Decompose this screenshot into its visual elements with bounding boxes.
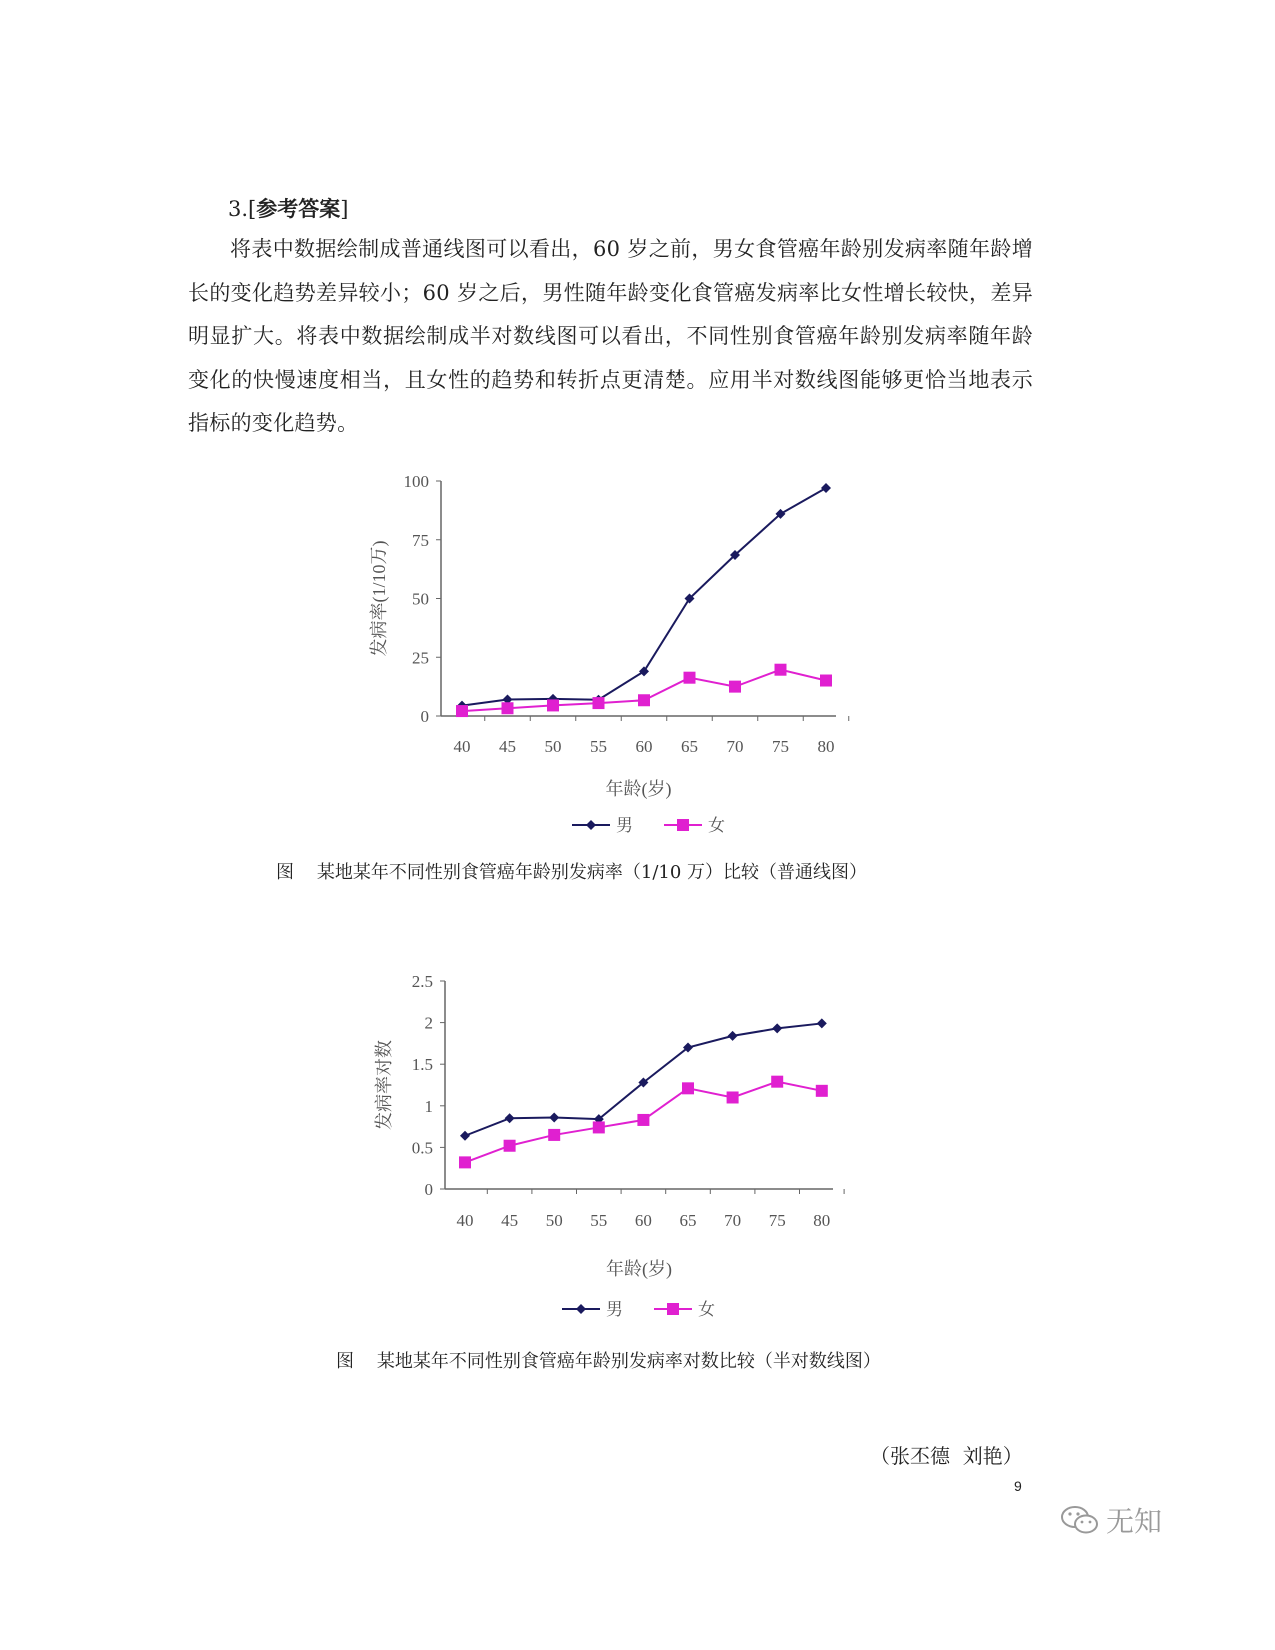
x-tick-label: 80	[817, 737, 835, 756]
data-point	[729, 681, 741, 693]
x-axis-label: 年龄(岁)	[606, 1259, 672, 1279]
x-axis-label: 年龄(岁)	[605, 779, 672, 799]
x-tick-label: 40	[453, 737, 471, 756]
data-point	[821, 483, 831, 493]
y-tick-label: 75	[412, 530, 429, 550]
x-tick-label: 65	[681, 737, 698, 756]
data-point	[459, 1156, 471, 1168]
x-tick-label: 80	[813, 1211, 831, 1230]
data-point	[682, 1082, 694, 1094]
y-tick-label: 2	[424, 1013, 433, 1033]
y-tick-label: 1.5	[411, 1055, 433, 1075]
x-tick-label: 50	[545, 1211, 563, 1230]
legend-marker	[667, 1303, 679, 1315]
x-tick-label: 60	[634, 1211, 652, 1230]
x-tick-label: 70	[726, 737, 744, 756]
x-tick-label: 45	[501, 1211, 519, 1230]
data-point	[772, 1023, 782, 1033]
x-tick-label: 50	[544, 737, 562, 756]
data-point	[456, 705, 468, 717]
legend-marker	[576, 1304, 586, 1314]
data-point	[775, 664, 787, 676]
watermark-text: 无知	[1106, 1505, 1163, 1538]
legend-label: 男	[616, 816, 633, 835]
answer-paragraph: 将表中数据绘制成普通线图可以看出，60 岁之前，男女食管癌年龄别发病率随年龄增长的变化趋势差异较小；60 岁之后，男性随年龄变化食管癌发病率比女性增长较快，差异明显扩大。将表中数据绘制成半对数线图可以看出，不同性别食管癌年龄别发病率随年龄变化的快慢速度相当，且女性的趋势和转折点更清楚。应用半对数线图能够更恰当地表示指标的变化趋势。	[188, 237, 1033, 435]
x-tick-label: 75	[768, 1211, 786, 1230]
legend-label: 男	[606, 1300, 623, 1319]
y-tick-label: 2.5	[411, 972, 433, 991]
section-heading	[228, 193, 348, 223]
y-tick-label: 0	[420, 707, 429, 726]
x-tick-label: 70	[724, 1211, 742, 1230]
x-tick-label: 45	[499, 737, 516, 756]
watermark	[1060, 1500, 1162, 1540]
legend-label: 女	[698, 1300, 715, 1319]
chart-caption-semilog: 图 某地某年不同性别食管癌年龄别发病率对数比较（半对数线图）	[336, 1351, 881, 1372]
data-point	[684, 672, 696, 684]
data-point	[728, 1031, 738, 1041]
chart-caption-normal: 图 某地某年不同性别食管癌年龄别发病率（1/10 万）比较（普通线图）	[276, 862, 868, 883]
data-point	[502, 702, 514, 714]
data-point	[639, 666, 649, 676]
author: （张丕德 刘艳）	[870, 1444, 1023, 1468]
data-point	[637, 1114, 649, 1126]
data-point	[504, 1140, 516, 1152]
data-point	[460, 1131, 470, 1141]
y-tick-label: 100	[403, 472, 429, 491]
line-chart-normal	[340, 460, 880, 850]
x-tick-label: 55	[590, 737, 607, 756]
legend-marker	[586, 820, 596, 830]
y-tick-label: 50	[412, 589, 429, 609]
data-point	[817, 1018, 827, 1028]
data-point	[505, 1113, 515, 1123]
y-tick-label: 0	[424, 1180, 433, 1199]
x-tick-label: 55	[590, 1211, 608, 1230]
x-tick-label: 75	[772, 737, 789, 756]
data-point	[593, 697, 605, 709]
section-number: 3.	[228, 197, 249, 221]
x-tick-label: 40	[456, 1211, 474, 1230]
wechat-icon	[1060, 1504, 1100, 1536]
page-number: 9	[1014, 1478, 1022, 1494]
data-point	[549, 1112, 559, 1122]
bracket-close: ]	[340, 197, 349, 221]
x-tick-label: 65	[679, 1211, 697, 1230]
data-point	[547, 699, 559, 711]
data-point	[638, 694, 650, 706]
data-point	[548, 1129, 560, 1141]
y-axis-label: 发病率(1/10万)	[369, 540, 389, 657]
x-tick-label: 60	[635, 737, 653, 756]
data-point	[771, 1076, 783, 1088]
data-point	[593, 1121, 605, 1133]
section-title: 参考答案	[256, 197, 341, 221]
line-chart-semilog	[340, 960, 880, 1330]
data-point	[816, 1085, 828, 1097]
legend-label: 女	[708, 816, 725, 835]
data-point	[820, 675, 832, 687]
y-tick-label: 0.5	[411, 1138, 433, 1158]
y-tick-label: 1	[424, 1096, 433, 1116]
data-point	[727, 1091, 739, 1103]
y-axis-label: 发病率对数	[374, 1040, 394, 1130]
bracket-open: [	[248, 197, 257, 221]
legend-marker	[677, 819, 689, 831]
y-tick-label: 25	[412, 648, 429, 668]
